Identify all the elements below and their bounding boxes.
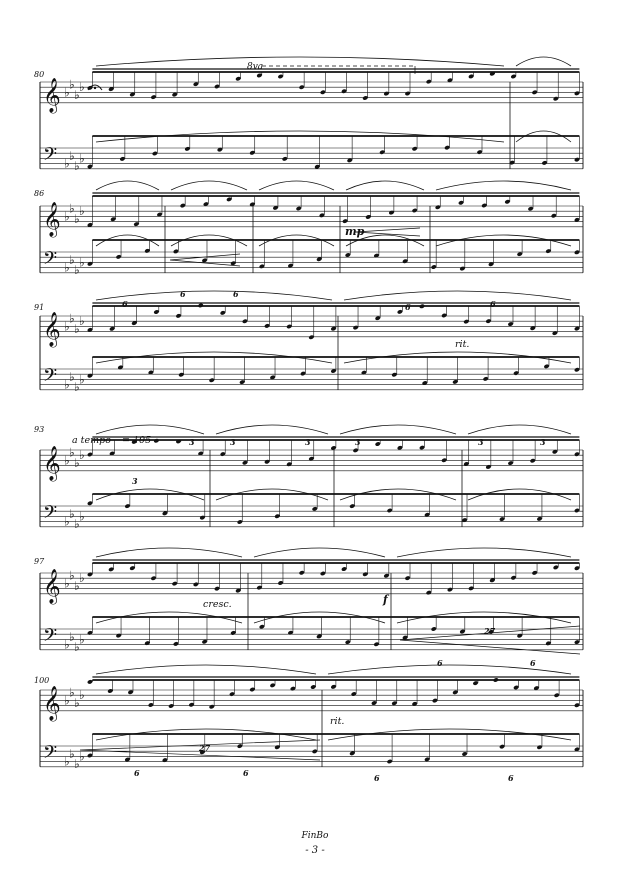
measure-number-80: 80 — [34, 70, 45, 79]
tuplet-3: 3 — [230, 437, 236, 447]
tuplet-6: 6 — [530, 658, 536, 668]
flat-sign: ♭ — [74, 263, 80, 278]
tuplet-3: 3 — [189, 437, 195, 447]
flat-sign: ♭ — [69, 746, 75, 761]
flat-sign: ♭ — [64, 209, 70, 224]
tuplet-6: 6 — [134, 768, 140, 778]
slur — [397, 548, 571, 557]
rit-mark-2: rit. — [330, 716, 345, 727]
tuplet-6: 6 — [122, 299, 128, 309]
slur — [171, 181, 247, 190]
flat-sign: ♭ — [64, 693, 70, 708]
slur — [344, 291, 571, 300]
flat-sign: ♭ — [79, 571, 85, 586]
tuplet-6: 6 — [180, 289, 186, 299]
tempo-text: a tempo — [72, 435, 111, 446]
bass-clef: 𝄢 — [43, 625, 58, 651]
flat-sign: ♭ — [79, 151, 85, 166]
flat-sign: ♭ — [69, 685, 75, 700]
dynamic-mp: mp — [345, 225, 365, 238]
treble-clef: 𝄞 — [43, 77, 61, 113]
slur — [259, 181, 334, 190]
flat-sign: ♭ — [79, 255, 85, 270]
flat-sign: ♭ — [79, 448, 85, 463]
flat-sign: ♭ — [79, 80, 85, 95]
flat-sign: ♭ — [64, 576, 70, 591]
slur — [96, 548, 242, 557]
measure-number-93: 93 — [34, 425, 45, 434]
flat-sign: ♭ — [69, 252, 75, 267]
flat-sign: ♭ — [69, 148, 75, 163]
treble-clef: 𝄞 — [43, 311, 61, 347]
treble-clef: 𝄞 — [43, 685, 61, 721]
flat-sign: ♭ — [69, 568, 75, 583]
page-number: - 3 - — [305, 845, 325, 856]
bass-clef: 𝄢 — [43, 742, 58, 768]
flat-sign: ♭ — [69, 506, 75, 521]
treble-clef: 𝄞 — [43, 568, 61, 604]
flat-sign: ♭ — [64, 85, 70, 100]
bass-clef: 𝄢 — [43, 365, 58, 391]
bass-clef: 𝄢 — [43, 502, 58, 528]
flat-sign: ♭ — [69, 369, 75, 384]
flat-sign: ♭ — [79, 749, 85, 764]
flat-sign: ♭ — [74, 757, 80, 772]
slur — [216, 425, 328, 434]
tuplet-27: 27 — [484, 626, 496, 636]
measure-number-91: 91 — [34, 303, 45, 312]
flat-sign: ♭ — [64, 754, 70, 769]
flat-sign: ♭ — [64, 156, 70, 171]
flat-sign: ♭ — [69, 77, 75, 92]
flat-sign: ♭ — [74, 322, 80, 336]
tuplet-6: 6 — [374, 773, 380, 783]
footer-logo: FinBo — [301, 831, 329, 841]
tuplet-3: 3 — [540, 437, 546, 447]
slur — [96, 181, 159, 190]
flat-sign: ♭ — [74, 212, 80, 226]
tuplet-6: 6 — [437, 658, 443, 668]
bass-clef: 𝄢 — [43, 248, 58, 274]
flat-sign: ♭ — [64, 319, 70, 334]
flat-sign: ♭ — [79, 688, 85, 703]
slur — [96, 665, 316, 674]
measure-number-86: 86 — [34, 189, 45, 198]
flat-sign: ♭ — [79, 632, 85, 647]
slur — [340, 425, 456, 434]
flat-sign: ♭ — [79, 314, 85, 329]
slur — [254, 548, 385, 557]
flat-sign: ♭ — [74, 456, 80, 470]
flat-sign: ♭ — [74, 380, 80, 395]
flat-sign: ♭ — [74, 517, 80, 532]
bass-clef: 𝄢 — [43, 144, 58, 170]
ottava-mark: 8va — [247, 62, 264, 72]
flat-sign: ♭ — [79, 509, 85, 524]
flat-sign: ♭ — [74, 159, 80, 174]
flat-sign: ♭ — [64, 637, 70, 652]
tuplet-6: 6 — [490, 299, 496, 309]
tuplet-6: 6 — [233, 289, 239, 299]
flat-sign: ♭ — [74, 640, 80, 655]
treble-clef: 𝄞 — [43, 445, 61, 481]
flat-sign: ♭ — [74, 696, 80, 710]
flat-sign: ♭ — [64, 453, 70, 468]
slur — [436, 181, 571, 190]
flat-sign: ♭ — [79, 204, 85, 219]
tuplet-3: 3 — [305, 437, 311, 447]
flat-sign: ♭ — [69, 445, 75, 460]
treble-clef: 𝄞 — [43, 201, 61, 237]
flat-sign: ♭ — [74, 88, 80, 102]
tuplet-6: 6 — [243, 768, 249, 778]
dynamic-f: f — [383, 593, 388, 606]
slur — [96, 425, 204, 434]
flat-sign: ♭ — [79, 372, 85, 387]
tuplet-3: 3 — [132, 476, 138, 486]
rit-mark-1: rit. — [455, 339, 470, 350]
slur — [346, 181, 424, 190]
tuplet-6: 6 — [405, 302, 411, 312]
slur — [516, 57, 571, 66]
tempo-value: = 105 — [122, 435, 152, 446]
fermata-dot — [94, 87, 96, 89]
flat-sign: ♭ — [64, 377, 70, 392]
flat-sign: ♭ — [74, 579, 80, 593]
tuplet-6: 6 — [508, 773, 514, 783]
flat-sign: ♭ — [69, 201, 75, 216]
measure-number-100: 100 — [34, 676, 50, 685]
measure-number-97: 97 — [34, 557, 45, 566]
flat-sign: ♭ — [69, 629, 75, 644]
flat-sign: ♭ — [64, 514, 70, 529]
flat-sign: ♭ — [64, 260, 70, 275]
slur — [468, 425, 571, 434]
flat-sign: ♭ — [69, 311, 75, 326]
tuplet-3: 3 — [355, 437, 361, 447]
slur — [96, 291, 332, 300]
cresc-mark: cresc. — [203, 599, 232, 610]
slur — [96, 57, 504, 66]
tuplet-27: 27 — [199, 743, 211, 753]
tuplet-3: 3 — [478, 437, 484, 447]
